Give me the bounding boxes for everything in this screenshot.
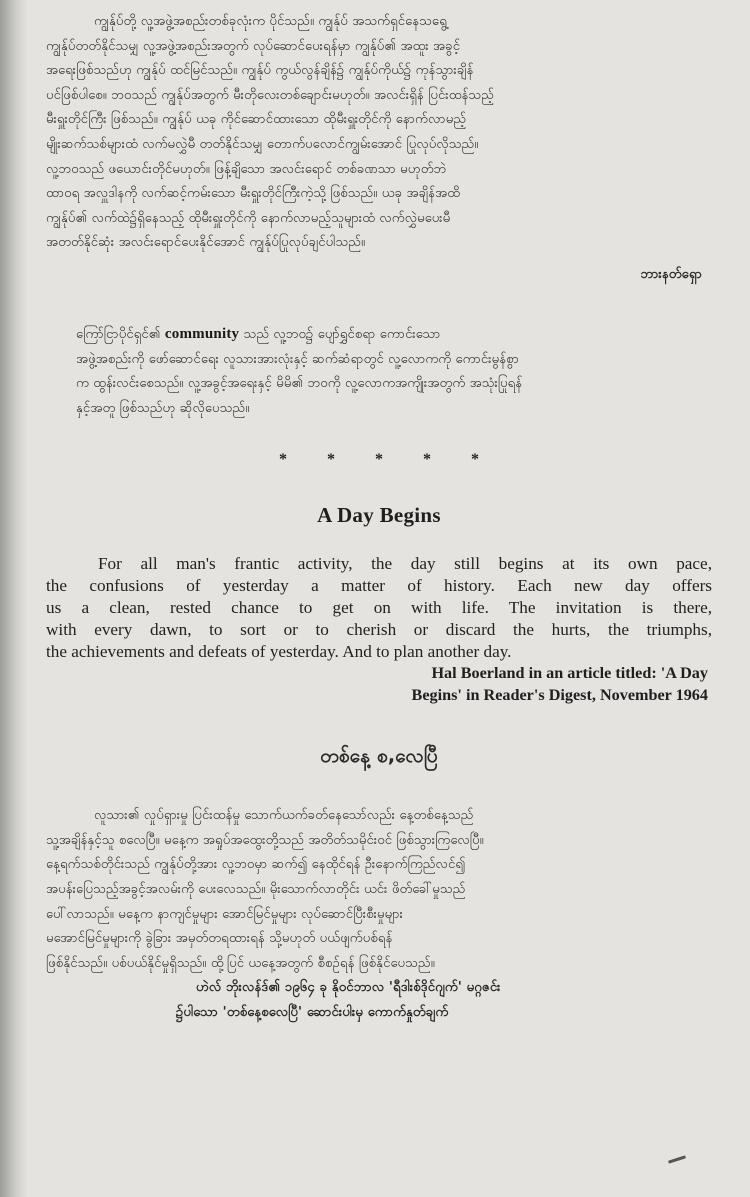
- text-line: လူသား၏ လှုပ်ရှားမှု ပြင်းထန်မှု သောက်ယက်ခတ်နေသော်လည်း နေ့တစ်နေ့သည်: [94, 808, 474, 824]
- text-line: [76, 322, 684, 348]
- attribution-line: Begins' in Reader's Digest, November 1964: [411, 686, 708, 705]
- text-fragment: သည် လူ့ဘဝ၌ ပျော်ရွှင်စရာ ကောင်းသော: [239, 326, 441, 342]
- burmese-quote-block: [76, 322, 684, 421]
- text-line: with every dawn, to sort or to cherish or discard the hurts, the triumphs,: [46, 619, 712, 639]
- burmese-author: ဘားနတ်ရှော: [640, 266, 702, 282]
- text-line: နေ့ရက်သစ်တိုင်းသည် ကျွန်ုပ်တို့အား လူ့ဘဝမှာ ဆက်၍ နေထိုင်ရန် ဦးနောက်ကြည်လင်၍: [46, 857, 466, 873]
- text-line: the achievements and defeats of yesterday. And to plan another day.: [46, 641, 512, 661]
- text-line: us a clean, rested chance to get on with life. The invitation is there,: [46, 597, 712, 617]
- text-line: For all man's frantic activity, the day still begins at its own pace,: [98, 554, 712, 574]
- burmese-top-paragraph: [46, 10, 712, 256]
- text-line: အပန်းပြေသည့်အခွင့်အလမ်းကို ပေးလေသည်။ မိုးသောက်လာတိုင်း ယင်း ဖိတ်ခေါ်မှုသည်: [46, 882, 466, 898]
- text-line: ပေါ်လာသည်။ မနေ့က နာကျင်မှုများ အောင်မြင်မှုများ လုပ်ဆောင်ပြီးစီးမှုများ: [46, 906, 403, 922]
- text-line: က ထွန်းလင်းစေသည်။ လူ့အခွင့်အရေးနှင့် မိမိ၏ ဘဝကို လူ့လောကအကျိုးအတွက် အသုံးပြုရန်: [76, 376, 523, 392]
- credit-line: ဟဲလ် ဘိုးလန်ဒ်၏ ၁၉၆၄ ခု နိုဝင်ဘာလ 'ရီဒါးစ်ဒိုင်ဂျက်' မဂ္ဂဇင်း: [196, 980, 501, 996]
- page-content: [46, 10, 712, 1026]
- text-line: အရေးဖြစ်သည်ဟု ကျွန်ုပ် ထင်မြင်သည်။ ကျွန်ုပ် ကွယ်လွန်ချိန်၌ ကျွန်ုပ်ကိုယ်၌ ကုန်သွားချိန်: [46, 63, 474, 79]
- text-line: ကျွန်ုပ်၏ လက်ထဲ၌ရှိနေသည့် ထိုမီးရှူးတိုင်ကို နောက်လာမည့်သူများထံ လက်လွှဲမပေးမီ: [46, 210, 451, 226]
- attribution-line: Hal Boerland in an article titled: 'A Day: [431, 664, 708, 683]
- text-line: ပင်ဖြစ်ပါစေ။ ဘဝသည် ကျွန်ုပ်အတွက် မီးတိုလေးတစ်ချောင်းမဟုတ်။ အလင်းရှိန် ပြင်းထန်သည့်: [46, 87, 494, 103]
- section-separator: * * * * *: [279, 451, 497, 469]
- text-fragment: ကြော်ငြာပိုင်ရှင်၏: [76, 326, 165, 342]
- text-line: အတတ်နိုင်ဆုံး အလင်းရောင်ပေးနိုင်အောင် ကျွန်ုပ်ပြုလုပ်ချင်ပါသည်။: [46, 235, 366, 251]
- burmese-translation-paragraph: [46, 804, 712, 1025]
- text-line: ကျွန်ုပ်တတ်နိုင်သမျှ လူ့အဖွဲ့အစည်းအတွက် လုပ်ဆောင်ပေးရန်မှာ ကျွန်ုပ်၏ အထူး အခွင့်: [46, 38, 461, 54]
- text-line: ကျွန်ုပ်တို့ လူ့အဖွဲ့အစည်းတစ်ခုလုံးက ပိုင်သည်။ ကျွန်ုပ် အသက်ရှင်နေသရွေ့: [94, 14, 447, 29]
- credit-line: ၌ပါသော 'တစ်နေ့စလေပြီ' ဆောင်းပါးမှ ကောက်နှုတ်ချက်: [176, 1005, 449, 1021]
- text-line: မအောင်မြင်မှုများကို ခွဲခြား အမှတ်တရထားရန် သို့မဟုတ် ပယ်ဖျက်ပစ်ရန်: [46, 931, 393, 947]
- text-line: မျိုးဆက်သစ်များထံ လက်မလွှဲမီ တတ်နိုင်သမျှ တောက်ပလောင်ကျွမ်းအောင် ပြုလုပ်လိုသည်။: [46, 136, 479, 152]
- text-line: သူ့အချိန်နှင့်သူ စလေပြီ။ မနေ့က အရှုပ်အထွေးတို့သည် အတိတ်သမိုင်းဝင် ဖြစ်သွားကြလေပြီ။: [46, 832, 484, 848]
- text-line: နှင့်အတူ ဖြစ်သည်ဟု ဆိုလိုပေသည်။: [76, 400, 250, 416]
- article-title: A Day Begins: [317, 503, 441, 528]
- article-attribution: [46, 662, 708, 706]
- text-line: ထာဝရ အလှူဒါနကို လက်ဆင့်ကမ်းသော မီးရှူးတိုင်ကြီးကဲ့သို့ ဖြစ်သည်။ ယခု အချိန်အထိ: [46, 186, 460, 202]
- text-line: လူ့ဘဝသည် ဖယောင်းတိုင်မဟုတ်။ ဖြန့်ချိသော အလင်းရောင် တစ်ခဏသာ မဟုတ်ဘဲ: [46, 161, 447, 177]
- english-paragraph: [46, 553, 712, 662]
- text-line: ဖြစ်နိုင်သည်။ ပစ်ပယ်နိုင်မှုရှိသည်။ ထို့ပြင် ယနေ့အတွက် စီစဉ်ရန် ဖြစ်နိုင်ပေသည်။: [46, 955, 435, 971]
- text-line: the confusions of yesterday a matter of history. Each new day offers: [46, 576, 712, 596]
- scan-speck: [668, 1155, 686, 1163]
- page-binding-shadow: [0, 0, 28, 1197]
- community-word: community: [164, 325, 240, 342]
- text-line: အဖွဲ့အစည်းကို ဖော်ဆောင်ရေး လူသားအားလုံးနှင့် ဆက်ဆံရာတွင် လူ့လောကကို ကောင်းမွန်စွာ: [76, 351, 519, 367]
- text-line: မီးရှူးတိုင်ကြီး ဖြစ်သည်။ ကျွန်ုပ် ယခု ကိုင်ဆောင်ထားသော ထိုမီးရှူးတိုင်ကို နောက်လာမည့်: [46, 112, 467, 128]
- burmese-title: တစ်နေ့ စ,လေပြီ: [320, 745, 438, 768]
